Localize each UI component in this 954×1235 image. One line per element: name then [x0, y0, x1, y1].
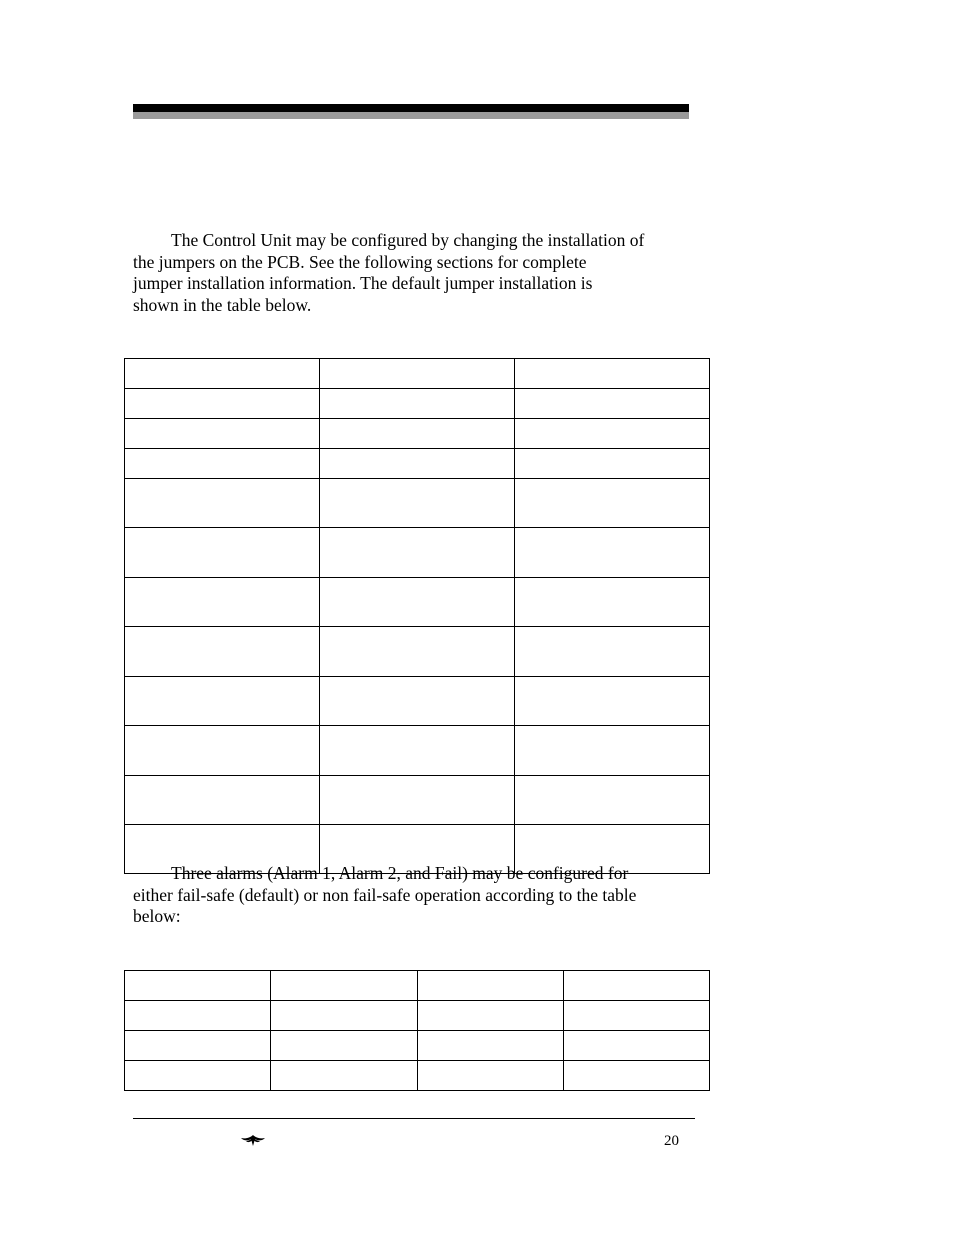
table-cell: [515, 419, 710, 449]
table-row: [125, 528, 710, 578]
table-cell: [125, 449, 320, 479]
table-cell: [515, 479, 710, 528]
footer-rule: [133, 1118, 695, 1119]
table-cell: [320, 578, 515, 627]
table-cell: [320, 627, 515, 677]
table-cell: [320, 479, 515, 528]
table-cell: [320, 776, 515, 825]
table-cell: [125, 776, 320, 825]
table-cell: [125, 726, 320, 776]
table-cell: [125, 359, 320, 389]
table-cell: [515, 726, 710, 776]
table-cell: [320, 449, 515, 479]
teledyne-logo-icon: [241, 1133, 265, 1147]
table-cell: [125, 627, 320, 677]
page-number: 20: [664, 1133, 679, 1149]
table-row: [125, 578, 710, 627]
table-row: [125, 726, 710, 776]
table-cell: [125, 1061, 271, 1091]
default-jumper-table: [124, 358, 710, 874]
table-row: [125, 419, 710, 449]
table-cell: [320, 389, 515, 419]
intro-line-1: The Control Unit may be configured by changing the installation of: [171, 230, 645, 250]
table-row: [125, 627, 710, 677]
table-cell: [125, 677, 320, 726]
table-cell: [515, 677, 710, 726]
alarms-paragraph: [133, 863, 693, 928]
table-cell: [125, 479, 320, 528]
intro-line-3: jumper installation information. The default jumper installation is: [133, 273, 593, 293]
table-cell: [515, 389, 710, 419]
intro-line-2: the jumpers on the PCB. See the following sections for complete: [133, 251, 587, 272]
table-row: [125, 776, 710, 825]
table-cell: [417, 1061, 563, 1091]
intro-paragraph: [133, 230, 693, 316]
table-cell: [417, 1001, 563, 1031]
table-row: [125, 359, 710, 389]
alarms-line-2: either fail-safe (default) or non fail-safe operation according to the table: [133, 884, 637, 905]
table-cell: [515, 627, 710, 677]
table-cell: [125, 528, 320, 578]
table-cell: [320, 419, 515, 449]
table-row: [125, 1001, 710, 1031]
alarms-line-3: below:: [133, 906, 181, 926]
table-cell: [125, 419, 320, 449]
table-row: [125, 479, 710, 528]
table-cell: [515, 359, 710, 389]
table-cell: [125, 1031, 271, 1061]
header-rule-shadow: [133, 112, 689, 119]
table-cell: [125, 578, 320, 627]
table-cell: [125, 1001, 271, 1031]
alarms-line-1: Three alarms (Alarm 1, Alarm 2, and Fail) may be configured for: [171, 863, 629, 883]
table-cell: [320, 528, 515, 578]
table-row: [125, 449, 710, 479]
table-cell: [320, 726, 515, 776]
table-cell: [125, 971, 271, 1001]
table-row: [125, 677, 710, 726]
table-cell: [563, 1031, 709, 1061]
intro-line-4: shown in the table below.: [133, 294, 312, 315]
table-row: [125, 971, 710, 1001]
table-cell: [563, 1061, 709, 1091]
table-cell: [271, 1031, 417, 1061]
table-cell: [563, 1001, 709, 1031]
table-cell: [271, 971, 417, 1001]
table-cell: [320, 359, 515, 389]
table-row: [125, 1061, 710, 1091]
table-cell: [515, 449, 710, 479]
table-cell: [515, 578, 710, 627]
table-row: [125, 1031, 710, 1061]
table-cell: [417, 1031, 563, 1061]
table-cell: [417, 971, 563, 1001]
table-cell: [320, 677, 515, 726]
table-cell: [271, 1061, 417, 1091]
table-cell: [515, 776, 710, 825]
header-rule: [133, 104, 689, 112]
table-cell: [271, 1001, 417, 1031]
table-cell: [515, 528, 710, 578]
table-cell: [125, 389, 320, 419]
alarm-failsafe-table: [124, 970, 710, 1091]
table-cell: [563, 971, 709, 1001]
table-row: [125, 389, 710, 419]
